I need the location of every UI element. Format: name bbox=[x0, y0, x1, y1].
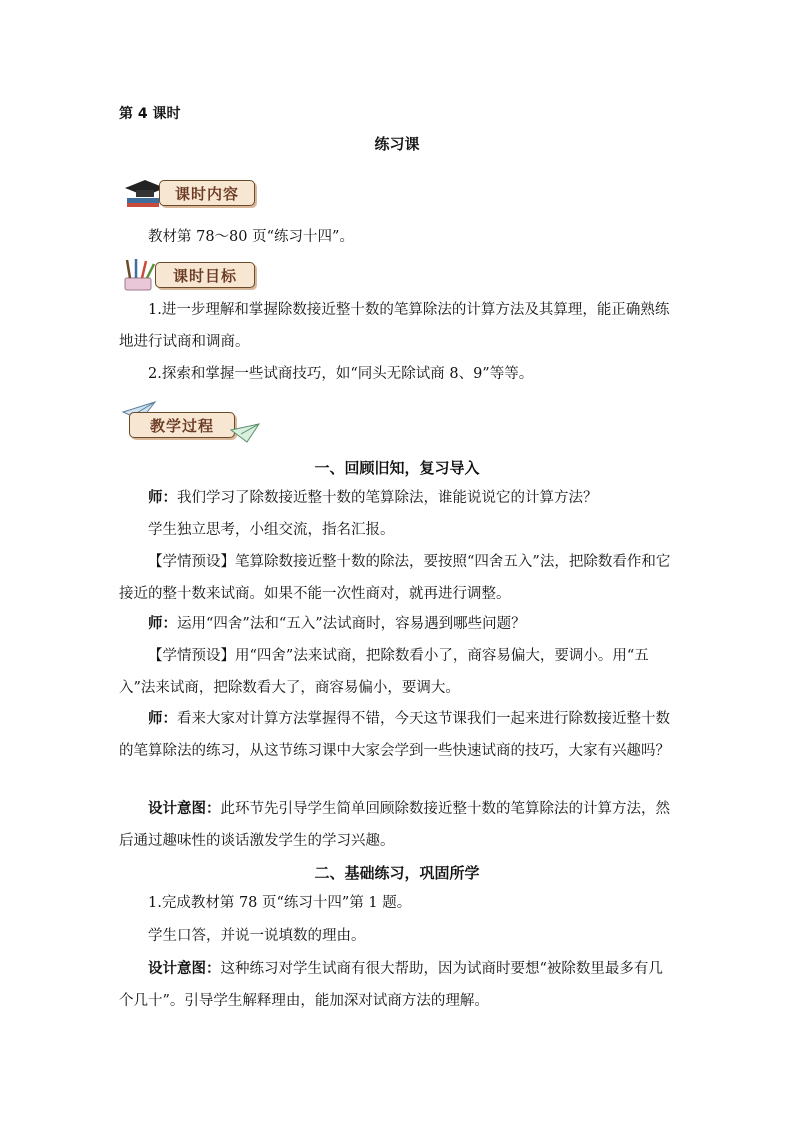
preset-1 bbox=[119, 546, 675, 610]
teacher-question-1 bbox=[119, 482, 675, 514]
teacher-label: 师： bbox=[148, 490, 177, 506]
preset-2-text: 用“四舍”法来试商，把除数看小了，商容易偏大，要调小。用“五入”法来试商，把除数看大了，商容易偏小，要调大。 bbox=[119, 648, 649, 696]
student-activity-1: 学生独立思考，小组交流，指名汇报。 bbox=[148, 522, 395, 538]
teacher-label: 师： bbox=[148, 711, 177, 727]
design-label: 设计意图： bbox=[148, 801, 221, 817]
teacher-question-2 bbox=[119, 608, 675, 640]
badge-teaching-process bbox=[121, 400, 261, 446]
goal-item-2: 2.探索和掌握一些试商技巧，如“同头无除试商 8、9”等等。 bbox=[148, 366, 534, 382]
teacher-question-3 bbox=[119, 703, 675, 767]
teacher-question-2-text: 运用“四舍”法和“五入”法试商时，容易遇到哪些问题？ bbox=[177, 616, 526, 632]
badge-lesson-goals bbox=[121, 258, 257, 292]
preset-label: 【学情预设】 bbox=[148, 554, 235, 570]
content-text: 教材第 78～80 页“练习十四”。 bbox=[148, 229, 354, 245]
design-intent-2 bbox=[119, 953, 675, 1017]
teacher-question-3-text: 看来大家对计算方法掌握得不错，今天这节课我们一起来进行除数接近整十数的笔算除法的练习，从这节练习课中大家会学到一些快速试商的技巧，大家有兴趣吗？ bbox=[119, 711, 670, 759]
design-intent-2-text: 这种练习对学生试商有很大帮助，因为试商时要想“被除数里最多有几个几十”。引导学生解释理由，能加深对试商方法的理解。 bbox=[119, 961, 663, 1009]
design-intent-1 bbox=[119, 793, 675, 857]
teacher-question-1-text: 我们学习了除数接近整十数的笔算除法，谁能说说它的计算方法？ bbox=[177, 490, 598, 506]
preset-1-text: 笔算除数接近整十数的除法，要按照“四舍五入”法，把除数看作和它接近的整十数来试商。如果不能一次性商对，就再进行调整。 bbox=[119, 554, 671, 602]
preset-2 bbox=[119, 640, 675, 704]
design-label: 设计意图： bbox=[148, 961, 221, 977]
task-1: 1.完成教材第 78 页“练习十四”第 1 题。 bbox=[148, 895, 412, 911]
badge-teaching-process-label: 教学过程 bbox=[129, 412, 235, 438]
student-activity-2: 学生口答，并说一说填数的理由。 bbox=[148, 928, 366, 944]
badge-lesson-content bbox=[121, 176, 257, 210]
lesson-number: 第 4 课时 bbox=[119, 106, 181, 122]
teacher-label: 师： bbox=[148, 616, 177, 632]
badge-lesson-goals-label: 课时目标 bbox=[155, 262, 255, 288]
section-1-heading: 一、回顾旧知，复习导入 bbox=[314, 459, 480, 477]
goal-item-1: 1.进一步理解和掌握除数接近整十数的笔算除法的计算方法及其算理，能正确熟练地进行试商和调商。 bbox=[119, 302, 670, 350]
section-2-heading: 二、基础练习，巩固所学 bbox=[314, 864, 480, 882]
preset-label: 【学情预设】 bbox=[148, 648, 235, 664]
page-title: 练习课 bbox=[374, 135, 420, 153]
design-intent-1-text: 此环节先引导学生简单回顾除数接近整十数的笔算除法的计算方法，然后通过趣味性的谈话激发学生的学习兴趣。 bbox=[119, 801, 670, 849]
paper-plane-icon bbox=[229, 420, 261, 444]
badge-lesson-content-label: 课时内容 bbox=[159, 180, 255, 206]
